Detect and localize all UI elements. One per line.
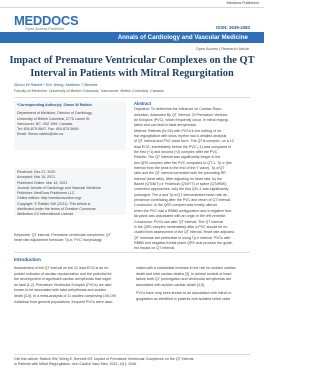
introduction-line: the development of significant cardiac arrhythmias that might (14, 277, 111, 282)
article-title: Impact of Premature Ventricular Complexes on the QT Interval in Patients with Mitral Regurgitation (9, 55, 255, 79)
abstract-line: tral regurgitation with sinus rhythm had a detailed analysis (134, 134, 227, 139)
introduction-line: associated with sudden cardiac death [4,5]. (136, 282, 205, 287)
publisher-name: Meddocs Publishers (226, 1, 259, 5)
abstract-line: est impact on QT interval. (134, 246, 175, 251)
abstract-line: Bazett (QTcB/T) or Fridericia (QTcF/T) or spline (QTcRBK) (134, 182, 227, 187)
copyright-line: Copyright: © Rabkin SW (2021). This Article is (17, 201, 91, 206)
logo-tagline: Open Access Publisher (25, 27, 65, 31)
introduction-left-column (14, 266, 129, 305)
abstract-line: Objective: To determine the Influence on Cardiac Repo- (134, 107, 223, 112)
keywords-line: Keywords: QT interval; Premature ventricular complexes; QT (14, 233, 111, 237)
abstract-line: tal plane axis associated with an origin in the left ventricle. (134, 214, 227, 219)
introduction-right-column (136, 266, 251, 303)
copyright-line: Attribution 4.0 International License (17, 212, 74, 217)
affiliation: Faculty of Medicine, University of British Columbia, Vancouver, British Columbia, Canada. (14, 89, 165, 93)
keywords-line: heart rate adjustment formulae; Tp-e; PVC morphology. (14, 238, 103, 243)
corresponding-author-heading: *Corresponding Author(s): Simon W Rabkin (17, 103, 92, 107)
copyright-line: distributed under the terms of Creative Commons (17, 207, 96, 212)
corr-email[interactable]: Email: Simon.rabkin@ubc.ca (17, 132, 64, 137)
citation (14, 357, 250, 367)
abstract-line: tation and can lead to fatal arrhythmias. (134, 123, 197, 128)
abstract (134, 101, 250, 252)
abstract-line: two QRS complex after the PVC compared to QT-1. Tp-e (the (134, 160, 232, 165)
corr-line: University of British Columbia, 2775 Laurel St, (17, 116, 91, 121)
corr-line: Department of Medicine, Division of Cardiology, (17, 111, 93, 116)
online-edition-link[interactable]: Online edition: http://meddocsonline.org/ (17, 196, 82, 201)
abstract-line: interval from the peak to the end of the T wave). Tp-e/QT (134, 166, 225, 171)
abstract-line: of QT interval and PVC wave form. The QTIs complex, on a 12 (134, 139, 234, 144)
abstract-body (134, 107, 250, 251)
abstract-line: pendence correlating after the PVC and return of QT interval. (134, 198, 232, 203)
section-divider (14, 97, 250, 98)
introduction-line: be fatal [1,2]. Premature Ventricular Ectopics (PVCs) are also (14, 282, 112, 287)
abstract-line: Conclusion: PVCs can alter QT interval. The QT interval (134, 219, 223, 224)
introduction-line: gurgitation as identified in patients with isolated mitral valve (136, 296, 231, 301)
corr-line: Tel: 604-875-5847, Fax: 604-875-5849; (17, 127, 80, 132)
introduction-line: death [3-5]. In a meta-analysis of 11 studies comprising 106,195 (14, 293, 116, 298)
publisher-info: Publisher: MedDocs Publishers LLC (17, 191, 75, 196)
abstract-line: interval (beat ratio). After adjusting for heart rate, by the (134, 176, 223, 181)
introduction-line: individual from general populations, frequent PVCs were asso- (14, 299, 114, 304)
published-date: Published Online: Mar 18, 2021 (17, 180, 68, 185)
article-type: Open Access | Research Article (195, 47, 249, 51)
abstract-line: QT formulae are preferable to using Tp-e interval. PVCs with (134, 235, 231, 240)
abstract-line: RBBB and negative frontal plane QRS axis produce the great- (134, 240, 233, 245)
footer-divider (14, 354, 250, 355)
correspondence-box (14, 101, 126, 150)
introduction-line: Assessment of the QT interval on the 12 lead ECG is an im- (14, 266, 110, 270)
introduction-heading: Introduction (14, 257, 41, 262)
abstract-line: prolonged. The a and Tp-e/QT demonstrated heart rate de- (134, 192, 228, 197)
abstract-line: correction approaches, only the first QTc-1 was significantly (134, 187, 229, 192)
top-divider (0, 7, 264, 8)
introduction-line: death and total cardiac deaths [3]. In animal models of heart (136, 271, 232, 276)
received-date: Received: Dec 27, 2020 (17, 170, 56, 174)
abstract-line: cluded from assessment of the QT interval. Heart rate adjusted (134, 230, 235, 235)
keywords (14, 233, 126, 244)
author-list: Simon W Rabkin*; Eric Wong; Matthew T Bennett (14, 83, 98, 87)
abstract-line: larization, Assessed By QT Interval, Of Premature Ventricu- (134, 112, 229, 117)
introduction-line: failure both QT prolongation and ventricular arrhythmias are (136, 277, 232, 282)
introduction-line: PVCs have long been known to be associated with mitral re- (136, 291, 232, 296)
abstract-line: lead ECG, immediately before the PVC (-1) was compared to (134, 144, 232, 149)
corr-line: Vancouver, BC, V5Z 1M9, Canada. (17, 121, 73, 126)
abstract-line: Conclusion: In the QRS complex was mostly altered (134, 203, 217, 208)
abstract-line: ratio and the QT interval correlated with the preceding RR (134, 171, 226, 176)
journal-info: Journal: Annals of Cardiology and Vascular Medicine (17, 185, 101, 190)
introduction-line: portant indicator of cardiac repolarization and the potential for (14, 271, 112, 276)
abstract-line: when the PVC had a RBBB configuration and a negative fron- (134, 208, 233, 213)
citation-line: Cite this article: Rabkin SW, Wong E, Bennett MT. Impact of Premature Ventricular Complexes on the QT Interval (14, 357, 194, 361)
abstract-line: Results: The QT interval was significantly longer in the (134, 155, 221, 160)
section-divider (14, 252, 250, 253)
introduction-line: known to be associated with fatal arrhythmias and sudden (14, 288, 107, 293)
introduction-line: ciated with a substantial increase in the risk for sudden cardiac (136, 266, 236, 270)
abstract-line: in the QRS complex immediately after a PVC should be ex- (134, 224, 229, 229)
article-info-box (14, 168, 126, 215)
abstract-line: Method: Patients (N=20) with PVCs in the setting of mi- (134, 128, 222, 133)
accepted-date: Accepted: Mar 15, 2021 (17, 175, 56, 180)
journal-title: Annals of Cardiology and Vascular Medicine (117, 34, 248, 41)
abstract-line: lar Ectopics (PVC), which frequently occur, in mitral regurgi- (134, 117, 229, 122)
citation-line: in Patients with Mitral Regurgitation. Ann Cardiol Vasc Med. 2021; 4(1): 1048. (14, 362, 137, 367)
logo-wordmark: MEDDOCS (14, 13, 79, 28)
issn-label: ISSN: 2639-4383 (216, 25, 250, 30)
abstract-heading: Abstract (134, 101, 151, 106)
abstract-line: the first (+1) and second (+2) complex after the PVC. (134, 150, 219, 155)
